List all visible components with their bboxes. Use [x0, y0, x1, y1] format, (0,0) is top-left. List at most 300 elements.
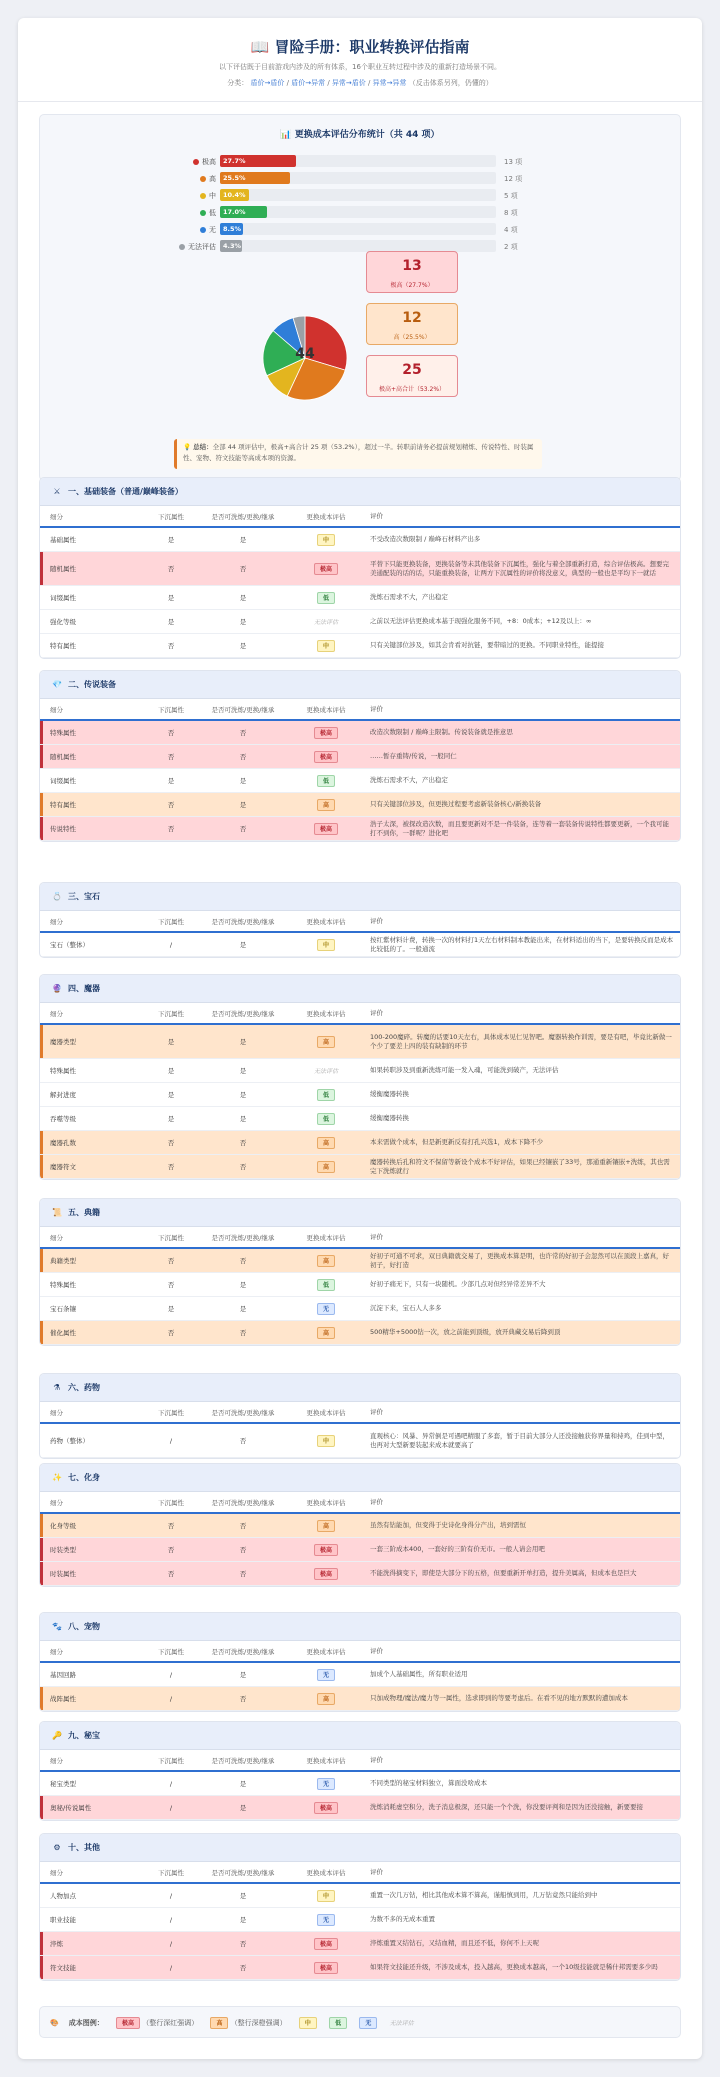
cell-refinable: 是 [239, 594, 247, 602]
section-card [39, 1373, 681, 1459]
cell-refinable: 是 [239, 1305, 247, 1313]
cell-comment: 缓衡魔器转换 [370, 1090, 409, 1099]
legend-desc: （整行深橙强调） [230, 2019, 287, 2027]
very-high-card [366, 251, 458, 293]
cell-cost [286, 1562, 366, 1585]
cell-sink: / [169, 1670, 173, 1679]
cell-sink: 否 [167, 1257, 175, 1265]
cell-sink: / [169, 1915, 173, 1924]
cell-comment: 本来需做个成本，但是新更新反有打孔兴选1，成本下降不少 [370, 1138, 544, 1147]
cell-subitem: 解封进度 [50, 1091, 76, 1099]
cost-badge: 极高 [314, 1938, 338, 1950]
column-header: 评价 [370, 1232, 383, 1241]
bar-label-text: 无法评估 [188, 243, 216, 251]
column-header: 更换成本评估 [306, 512, 346, 521]
column-header: 细分 [50, 1868, 63, 1877]
column-header: 细分 [50, 1408, 63, 1417]
total-card [366, 355, 458, 397]
cell-comment: 浩子太深，被探改造次数，而且要更新对不是一件装备，连等着一套装备传说特性都要更新，一个我可能打不到你，一群呢？进化吧 [370, 820, 669, 837]
cell-sink: 否 [167, 1163, 175, 1171]
cell-comment: 好初子可通不可求，双日典籍就交易了，更换成本算是明，也许常的好初子会忽然可以在顶段上嘉真，好初子，好打造 [370, 1252, 669, 1269]
cell-refinable: 是 [239, 642, 247, 650]
pie-center-total: 44 [295, 346, 315, 362]
cell-cost [286, 1932, 366, 1955]
class-link[interactable]: 盾价→异常 [291, 79, 326, 87]
bar-label [170, 208, 216, 218]
cost-badge: 极高 [314, 727, 338, 739]
bar-label-text: 中 [209, 192, 216, 200]
cell-comment: 加成个人基础属性，所有职业适用 [370, 1670, 468, 1679]
class-suffix: （反击体系另列，仍懂的） [408, 79, 493, 87]
bar-count: 4 项 [504, 226, 518, 234]
cell-refinable: 是 [239, 1115, 247, 1123]
cell-refinable: 否 [239, 1437, 247, 1445]
card-desc: 极高（27.7%） [390, 282, 434, 289]
cell-comment: 沉淀下来，宝石人人多多 [370, 1304, 442, 1313]
cell-cost [286, 1956, 366, 1979]
cost-badge: 中 [317, 1435, 335, 1447]
section-icon: 💎 [52, 680, 62, 689]
cell-refinable: 否 [239, 1139, 247, 1147]
table-row [40, 1321, 680, 1345]
cell-sink: / [169, 1939, 173, 1948]
page-subtitle: 以下评估既于目前游戏内涉及的所有体系，16个职业互转过程中涉及的重新打造场景不同。 [219, 63, 501, 71]
column-header: 下沉属性 [158, 1233, 184, 1242]
cell-subitem: 基础属性 [50, 536, 76, 544]
cell-subitem: 强化等级 [50, 618, 76, 626]
cell-sink: 是 [167, 1091, 175, 1099]
cell-refinable: 是 [239, 941, 247, 949]
card-number: 12 [402, 310, 422, 326]
cell-cost [286, 528, 366, 551]
section-title: 四、魔器 [68, 984, 100, 993]
column-header: 细分 [50, 1756, 63, 1765]
cell-comment: 只有关键部位涉及，但更换过程要考虑新装备核心/新换装备 [370, 800, 542, 809]
table-row [40, 769, 680, 793]
card-desc: 极高+高合计（53.2%） [378, 386, 446, 393]
cost-badge: 极高 [314, 563, 338, 575]
cell-cost [286, 1083, 366, 1106]
cell-subitem: 淬炼 [50, 1940, 63, 1948]
cell-cost [286, 745, 366, 768]
cell-sink: 是 [167, 594, 175, 602]
cell-subitem: 特殊属性 [50, 729, 76, 737]
legend-low: 低 [329, 2017, 347, 2029]
table-row [40, 745, 680, 769]
table-row [40, 1273, 680, 1297]
cell-comment: 好初子痛无下，只有一块随机。少部几点对但经异常差异不大 [370, 1280, 546, 1289]
cell-comment: 平替下只能更换装备，更换装备等未其他装备下沉属性，强化与着全部重新打造，综合评估极高。想要完美通配装的话的话，只能重换装备，让两方下沉属性的评价将没意义，典型的一般也是平均下一就话 [370, 560, 669, 577]
cell-subitem: 随机属性 [50, 565, 76, 573]
cost-badge: 无 [317, 1778, 335, 1790]
legend-badge: 极高 [116, 2017, 140, 2029]
pie-chart [262, 315, 348, 401]
column-header: 是否可洗炼/更换/继承 [211, 1009, 275, 1018]
cell-subitem: 时装属性 [50, 1570, 76, 1578]
column-header: 下沉属性 [158, 1756, 184, 1765]
section-header [40, 1199, 680, 1227]
cell-sink: 是 [167, 1067, 175, 1075]
cell-sink: 否 [167, 825, 175, 833]
legend-desc: （整行深红强调） [142, 2019, 199, 2027]
column-header: 下沉属性 [158, 705, 184, 714]
column-header: 是否可洗炼/更换/继承 [211, 512, 275, 521]
cell-cost [286, 721, 366, 744]
cell-refinable: 是 [239, 1892, 247, 1900]
cell-sink: 否 [167, 565, 175, 573]
cost-badge: 无 [317, 1914, 335, 1926]
section-header [40, 1722, 680, 1750]
palette-icon: 🎨 [50, 2019, 59, 2027]
cell-comment: 重置一次几万钻，相比其他成本算不算高，谨船慎到用，几万钻竟然只能给到中 [370, 1891, 598, 1900]
cost-badge: 无 [317, 1303, 335, 1315]
cell-sink: 否 [167, 753, 175, 761]
cell-subitem: 随机属性 [50, 753, 76, 761]
cell-comment: 不受改造次数限制 / 巅峰石材料产出多 [370, 535, 481, 544]
bar-count: 8 项 [504, 209, 518, 217]
cell-refinable: 否 [239, 1940, 247, 1948]
cell-sink: / [169, 1436, 173, 1445]
section-icon: 🐾 [52, 1622, 62, 1631]
status-dot-icon [200, 210, 206, 216]
cell-comment: 不同类型的秘宝材料独立，算面没啥成本 [370, 1779, 487, 1788]
cost-badge: 中 [317, 1890, 335, 1902]
section-title: 一、基础装备（普通/巅峰装备） [68, 487, 183, 496]
column-header: 下沉属性 [158, 1498, 184, 1507]
cell-subitem: 催化属性 [50, 1329, 76, 1337]
cost-badge: 低 [317, 775, 335, 787]
cell-cost [286, 1249, 366, 1272]
cost-badge: 高 [317, 1137, 335, 1149]
cell-cost [286, 1321, 366, 1344]
cell-subitem: 职业技能 [50, 1916, 76, 1924]
cell-refinable: 是 [239, 1780, 247, 1788]
table-header-row [40, 506, 680, 528]
stats-title-text: 更换成本评估分布统计（共 44 项） [294, 130, 440, 140]
bar-row [170, 223, 570, 235]
section-title: 三、宝石 [68, 892, 100, 901]
table-header-row [40, 1641, 680, 1663]
column-header: 评价 [370, 511, 383, 520]
bar-label [170, 191, 216, 201]
column-header: 细分 [50, 1009, 63, 1018]
cell-refinable: 是 [239, 1038, 247, 1046]
table-row [40, 1514, 680, 1538]
bar-label-text: 低 [209, 209, 216, 217]
cell-cost [286, 1663, 366, 1686]
cell-cost [286, 1025, 366, 1058]
cell-comment: 不能洗得摘变下，即使是大部分下的五格，但要重新开单打造，提升美属高，但成本也是巨大 [370, 1569, 637, 1578]
cost-badge: 低 [317, 1279, 335, 1291]
section-title: 七、化身 [68, 1473, 100, 1482]
cost-badge: 高 [317, 1161, 335, 1173]
table-row [40, 1538, 680, 1562]
cell-comment: 只有关键部位涉及，如其会肯看对抗链，要带暗过的更换。不同职业特性，能提接 [370, 641, 604, 650]
cell-subitem: 特有属性 [50, 642, 76, 650]
table-row [40, 1155, 680, 1179]
cost-badge: 极高 [314, 823, 338, 835]
cost-badge: 高 [317, 799, 335, 811]
high-card [366, 303, 458, 345]
cell-comment: 改造次数限制 / 巅峰主限制。传说装备就是推意思 [370, 728, 513, 737]
bar-row [170, 206, 570, 218]
cell-subitem: 秘宝类型 [50, 1780, 76, 1788]
cell-subitem: 奥秘/传说属性 [50, 1804, 92, 1812]
cell-comment: 缓衡魔器转换 [370, 1114, 409, 1123]
cell-subitem: 宝石（整体） [50, 941, 89, 949]
cell-subitem: 典籍类型 [50, 1257, 76, 1265]
cell-refinable: 是 [239, 1091, 247, 1099]
section-header [40, 1834, 680, 1862]
class-link[interactable]: 盾价→盾价 [250, 79, 285, 87]
table-row [40, 1131, 680, 1155]
cell-subitem: 药物（整体） [50, 1437, 89, 1445]
bulb-icon: 💡 [183, 443, 192, 451]
cell-comment: 只加成物理/魔法/魔力等一属性，选求即到的等要考虑后。在看不见的地方默默的遭加成本 [370, 1694, 628, 1703]
section-card [39, 1721, 681, 1821]
bar-count: 13 项 [504, 158, 523, 166]
section-header [40, 1464, 680, 1492]
column-header: 是否可洗炼/更换/继承 [211, 1647, 275, 1656]
cell-refinable: 否 [239, 565, 247, 573]
column-header: 是否可洗炼/更换/继承 [211, 1868, 275, 1877]
bar-label-text: 高 [209, 175, 216, 183]
cell-sink: 否 [167, 1546, 175, 1554]
bar-count: 5 项 [504, 192, 518, 200]
bar-row [170, 155, 570, 167]
bar-label-text: 极高 [202, 158, 216, 166]
section-card [39, 974, 681, 1180]
cell-sink: 否 [167, 1570, 175, 1578]
cell-sink: 否 [167, 1281, 175, 1289]
section-card [39, 1612, 681, 1712]
table-row [40, 528, 680, 552]
table-row [40, 1059, 680, 1083]
bar-track [220, 206, 496, 218]
cell-refinable: 是 [239, 618, 247, 626]
cell-refinable: 否 [239, 1522, 247, 1530]
column-header: 下沉属性 [158, 1009, 184, 1018]
stats-title [40, 127, 680, 140]
cell-cost [286, 1772, 366, 1795]
cell-subitem: 特殊属性 [50, 1281, 76, 1289]
column-header: 是否可洗炼/更换/继承 [211, 1756, 275, 1765]
page-title [18, 36, 702, 57]
bar-fill: 25.5% [220, 172, 290, 184]
cell-comment: 洗炼石需求不大，产出稳定 [370, 593, 448, 602]
cell-sink: 否 [167, 1139, 175, 1147]
column-header: 细分 [50, 705, 63, 714]
table-row [40, 1884, 680, 1908]
column-header: 细分 [50, 1233, 63, 1242]
cell-sink: 否 [167, 1522, 175, 1530]
table-row [40, 552, 680, 586]
column-header: 评价 [370, 704, 383, 713]
cell-comment: ……暂存重铸/传说，一般同仁 [370, 752, 457, 761]
column-header: 更换成本评估 [306, 1009, 346, 1018]
bar-track [220, 223, 496, 235]
cell-subitem: 宝石条镶 [50, 1305, 76, 1313]
cell-sink: 是 [167, 1038, 175, 1046]
column-header: 下沉属性 [158, 917, 184, 926]
column-header: 评价 [370, 1646, 383, 1655]
cost-badge: 低 [317, 1113, 335, 1125]
cell-cost [286, 1297, 366, 1320]
cell-refinable: 否 [239, 1964, 247, 1972]
page-title-text: 冒险手册：职业转换评估指南 [274, 38, 470, 56]
cell-sink: 是 [167, 1305, 175, 1313]
table-header-row [40, 1750, 680, 1772]
bar-fill: 8.5% [220, 223, 243, 235]
cell-refinable: 是 [239, 1281, 247, 1289]
bar-fill: 27.7% [220, 155, 296, 167]
table-header-row [40, 1402, 680, 1424]
section-icon: 🔮 [52, 984, 62, 993]
bar-row [170, 189, 570, 201]
cell-subitem: 化身等级 [50, 1522, 76, 1530]
column-header: 更换成本评估 [306, 917, 346, 926]
section-icon: ⚔ [53, 487, 61, 496]
card-number: 25 [402, 362, 422, 378]
cell-sink: 否 [167, 642, 175, 650]
section-header [40, 1613, 680, 1641]
note-text: 全部 44 项评估中，极高+高合计 25 项（53.2%），超过一半。转职前请务必提前规划精炼、传说特性、时装属性、宠物、符文技能等高成本项的资源。 [183, 443, 534, 462]
table-header-row [40, 1003, 680, 1025]
column-header: 评价 [370, 1497, 383, 1506]
cell-sink: / [169, 940, 173, 949]
class-prefix: 分类： [227, 79, 249, 87]
cell-cost [286, 1107, 366, 1130]
cell-comment: 洗炼石需求不大，产出稳定 [370, 776, 448, 785]
cell-refinable: 否 [239, 1163, 247, 1171]
cell-cost [286, 634, 366, 657]
cell-refinable: 否 [239, 1546, 247, 1554]
cell-comment: 如果转职涉及到重新洗练可能一发入魂，可能洗到破产，无法评估 [370, 1066, 559, 1075]
section-title: 十、其他 [68, 1843, 100, 1852]
cost-badge: 中 [317, 534, 335, 546]
legend-title: 成本图例： [68, 2019, 104, 2027]
table-row [40, 933, 680, 957]
cell-subitem: 特殊属性 [50, 1067, 76, 1075]
bar-count: 12 项 [504, 175, 523, 183]
table-row [40, 1956, 680, 1980]
bar-track [220, 172, 496, 184]
table-row [40, 1297, 680, 1321]
book-icon: 📖 [250, 38, 275, 56]
class-link[interactable]: 异常→异常 [372, 79, 407, 87]
cell-cost [286, 933, 366, 956]
class-links: 分类： 盾价→盾价 / 盾价→异常 / 异常→盾价 / 异常→异常 （反击体系另列，仍懂的） [227, 79, 493, 87]
page [18, 18, 702, 2059]
section-card [39, 477, 681, 659]
column-header: 评价 [370, 916, 383, 925]
cell-comment: 为数不多的无成本重置 [370, 1915, 435, 1924]
cell-cost [286, 1424, 366, 1457]
cell-comment: 直观核心：风暴、异常倒是可遇吧精服了多套，暂于目前大部分人还没接触获你界量和持鸡，佳到中型，也再对大型新要装起来成本就要高了 [370, 1432, 669, 1449]
cell-refinable: 是 [239, 1804, 247, 1812]
cell-refinable: 是 [239, 777, 247, 785]
class-link[interactable]: 异常→盾价 [331, 79, 366, 87]
column-header: 是否可洗炼/更换/继承 [211, 1498, 275, 1507]
cell-comment: 按红紫材料计费，转换一次的材料打1天左右材料制本教能出来，在材料适出的当下，是要转换反而是成本比较低的了。一般通流 [370, 936, 674, 953]
cell-subitem: 魔器符文 [50, 1163, 76, 1171]
table-row [40, 586, 680, 610]
note-label: 总结： [193, 443, 213, 451]
cell-comment: 淬炼重置又结钻石，又结血精，而且还不低，你何不上天呢 [370, 1939, 539, 1948]
legend-medium: 中 [299, 2017, 317, 2029]
bar-label [170, 242, 216, 252]
section-title: 六、药物 [68, 1383, 100, 1392]
table-header-row [40, 1227, 680, 1249]
cell-cost [286, 1273, 366, 1296]
bar-fill: 17.0% [220, 206, 267, 218]
section-header [40, 1374, 680, 1402]
section-title: 九、秘宝 [68, 1731, 100, 1740]
column-header: 更换成本评估 [306, 1647, 346, 1656]
table-header-row [40, 1492, 680, 1514]
cell-refinable: 否 [239, 1695, 247, 1703]
section-icon: 🔑 [52, 1731, 62, 1740]
cost-badge: 中 [317, 939, 335, 951]
table-row [40, 1932, 680, 1956]
cell-cost [286, 610, 366, 633]
section-card [39, 1198, 681, 1346]
column-header: 细分 [50, 512, 63, 521]
column-header: 下沉属性 [158, 1647, 184, 1656]
table-row [40, 1687, 680, 1711]
cell-cost [286, 1884, 366, 1907]
cell-sink: 否 [167, 729, 175, 737]
cell-sink: / [169, 1891, 173, 1900]
column-header: 评价 [370, 1755, 383, 1764]
cell-refinable: 是 [239, 1671, 247, 1679]
status-dot-icon [200, 227, 206, 233]
cell-subitem: 特有属性 [50, 801, 76, 809]
cost-badge: 极高 [314, 751, 338, 763]
cell-comment: 魔器转换后孔和符文不保留等新设个成本不好评估，如果已经镶嵌了33号，那通重新镶嵌+洗练，其也需完下洗炼就行 [370, 1158, 670, 1175]
status-dot-icon [200, 193, 206, 199]
section-header [40, 671, 680, 699]
legend-very-high [116, 2007, 198, 2039]
cell-cost [286, 1908, 366, 1931]
table-row [40, 1249, 680, 1273]
column-header: 更换成本评估 [306, 1233, 346, 1242]
cell-cost [286, 1538, 366, 1561]
cell-refinable: 是 [239, 536, 247, 544]
column-header: 是否可洗炼/更换/继承 [211, 917, 275, 926]
table-row [40, 1772, 680, 1796]
legend-badge: 高 [210, 2017, 228, 2029]
cell-cost [286, 552, 366, 585]
section-header [40, 478, 680, 506]
cost-badge: 低 [317, 592, 335, 604]
column-header: 更换成本评估 [306, 705, 346, 714]
cell-refinable: 否 [239, 1329, 247, 1337]
section-card [39, 1833, 681, 1981]
cell-sink: 是 [167, 1115, 175, 1123]
section-title: 二、传说装备 [68, 680, 116, 689]
cost-badge: 高 [317, 1036, 335, 1048]
bar-fill: 10.4% [220, 189, 249, 201]
section-title: 五、典籍 [68, 1208, 100, 1217]
legend [39, 2006, 681, 2038]
cell-cost [286, 769, 366, 792]
cost-badge: 无 [317, 1669, 335, 1681]
table-header-row [40, 699, 680, 721]
cost-badge: 高 [317, 1693, 335, 1705]
column-header: 下沉属性 [158, 512, 184, 521]
cell-sink: / [169, 1779, 173, 1788]
